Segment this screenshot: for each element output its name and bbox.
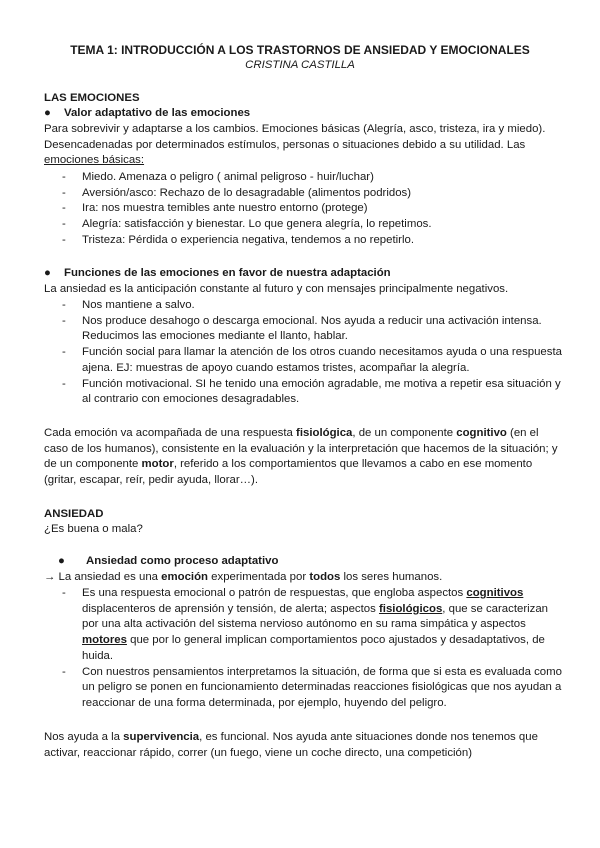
question-line: ¿Es buena o mala? xyxy=(44,523,143,535)
text: , que se caracterizan por una alta activación del sistema nervioso autónomo en su rama simpática y aspectos xyxy=(82,602,549,631)
text: (en el caso de los humanos), consistente en la evaluación y la interpretación que hacemos de la situación; y de un componente xyxy=(44,427,558,471)
list-funciones xyxy=(44,298,564,408)
bold-cognitivo: cognitivo xyxy=(456,427,507,439)
list-proceso xyxy=(44,586,564,712)
paragraph-funciones-intro: La ansiedad es la anticipación constante al futuro y con mensajes principalmente negativos. xyxy=(44,283,509,295)
bold-todos: todos xyxy=(309,571,341,583)
text: displacenteros de aprensión y tensión, de alerta; aspectos xyxy=(82,602,379,615)
subheading-valor-adaptativo xyxy=(44,106,564,122)
subheading-proceso-adaptativo xyxy=(44,554,564,570)
list-item: - Función social para llamar la atención de los otros cuando necesitamos ayuda o una respuesta ajena. EJ: muestras de apoyo cuando estamos tristes, acompañar la alegría. xyxy=(44,345,564,376)
section-heading-ansiedad: ANSIEDAD xyxy=(44,508,104,520)
list-item: - Alegría: satisfacción y bienestar. Lo que genera alegría, lo repetimos. xyxy=(44,217,564,233)
bold-fisiologica: fisiológica xyxy=(296,427,353,439)
list-item: - Miedo. Amenaza o peligro ( animal peligroso - huir/luchar) xyxy=(44,170,564,186)
bullet-icon: ● xyxy=(58,555,65,567)
subheading-funciones xyxy=(44,266,564,282)
list-item: - Con nuestros pensamientos interpretamos la situación, de forma que si esta es evaluada como un peligro se ponen en funcionamiento determinadas reacciones fisiológicas que nos ayudan a reaccionar de una forma determinada, por ejemplo, huyendo del peligro. xyxy=(44,665,564,712)
bullet-icon: ● xyxy=(44,267,51,279)
subheading-text: Valor adaptativo de las emociones xyxy=(64,107,251,119)
text: los seres humanos. xyxy=(340,571,443,583)
text: experimentada por xyxy=(208,571,310,583)
list-emociones-basicas xyxy=(44,170,564,249)
text: Es una respuesta emocional o patrón de respuestas, que engloba aspectos xyxy=(82,587,467,599)
bold-supervivencia: supervivencia xyxy=(123,731,200,743)
bold-motor: motor xyxy=(141,458,174,471)
paragraph-componentes xyxy=(44,426,564,489)
section-heading-emociones: LAS EMOCIONES xyxy=(44,92,140,104)
bold-fisiologicos: fisiológicos xyxy=(378,602,443,615)
paragraph-supervivencia xyxy=(44,730,564,761)
bold-emocion: emoción xyxy=(161,571,208,583)
list-item: - Ira: nos muestra temibles ante nuestro entorno (protege) xyxy=(44,201,564,217)
subheading-text: Funciones de las emociones en favor de nuestra adaptación xyxy=(64,267,391,279)
text: , de un componente xyxy=(352,427,457,439)
bold-cognitivos: cognitivos xyxy=(466,587,524,599)
bullet-icon: ● xyxy=(44,107,51,119)
text: Cada emoción va acompañada de una respuesta xyxy=(44,427,297,439)
emociones-basicas-label: emociones básicas: xyxy=(44,154,145,167)
bold-motores: motores xyxy=(82,634,127,647)
arrow-line xyxy=(44,570,564,586)
list-item: - Tristeza: Pérdida o experiencia negativa, tendemos a no repetirlo. xyxy=(44,233,564,249)
text: → La ansiedad es una xyxy=(44,571,162,583)
list-item: - Nos produce desahogo o descarga emocional. Nos ayuda a reducir una activación intensa. Reducimos las emociones mediante el llanto, hablar. xyxy=(44,314,564,345)
subheading-text: Ansiedad como proceso adaptativo xyxy=(86,555,279,567)
list-item: - Nos mantiene a salvo. xyxy=(44,298,564,314)
list-item xyxy=(44,586,564,665)
text: , es funcional. Nos ayuda ante situaciones donde nos tenemos que activar, reaccionar rápido, correr (un fuego, viene un coche directo, una competición) xyxy=(44,731,538,759)
text: Nos ayuda a la xyxy=(44,731,124,743)
paragraph-valor-intro xyxy=(44,122,564,169)
list-item: - Aversión/asco: Rechazo de lo desagradable (alimentos podridos) xyxy=(44,186,564,202)
paragraph-text: Para sobrevivir y adaptarse a los cambios. Emociones básicas (Alegría, asco, tristeza, ira y miedo). Desencadenadas por determinados estímulos, personas o situaciones debido a su utilidad. Las xyxy=(44,123,546,151)
text: que por lo general implican comportamientos poco ajustados y desadaptativos, de huida. xyxy=(82,634,545,662)
list-item: - Función motivacional. SI he tenido una emoción agradable, me motiva a repetir esa situación y al contrario con emociones desagradables. xyxy=(44,377,564,408)
document-author: CRISTINA CASTILLA xyxy=(245,59,355,71)
document-title: TEMA 1: INTRODUCCIÓN A LOS TRASTORNOS DE ANSIEDAD Y EMOCIONALES xyxy=(70,43,530,57)
text: , referido a los comportamientos que llevamos a cabo en ese momento (gritar, escapar, reír, pedir ayuda, llorar…). xyxy=(44,458,533,487)
